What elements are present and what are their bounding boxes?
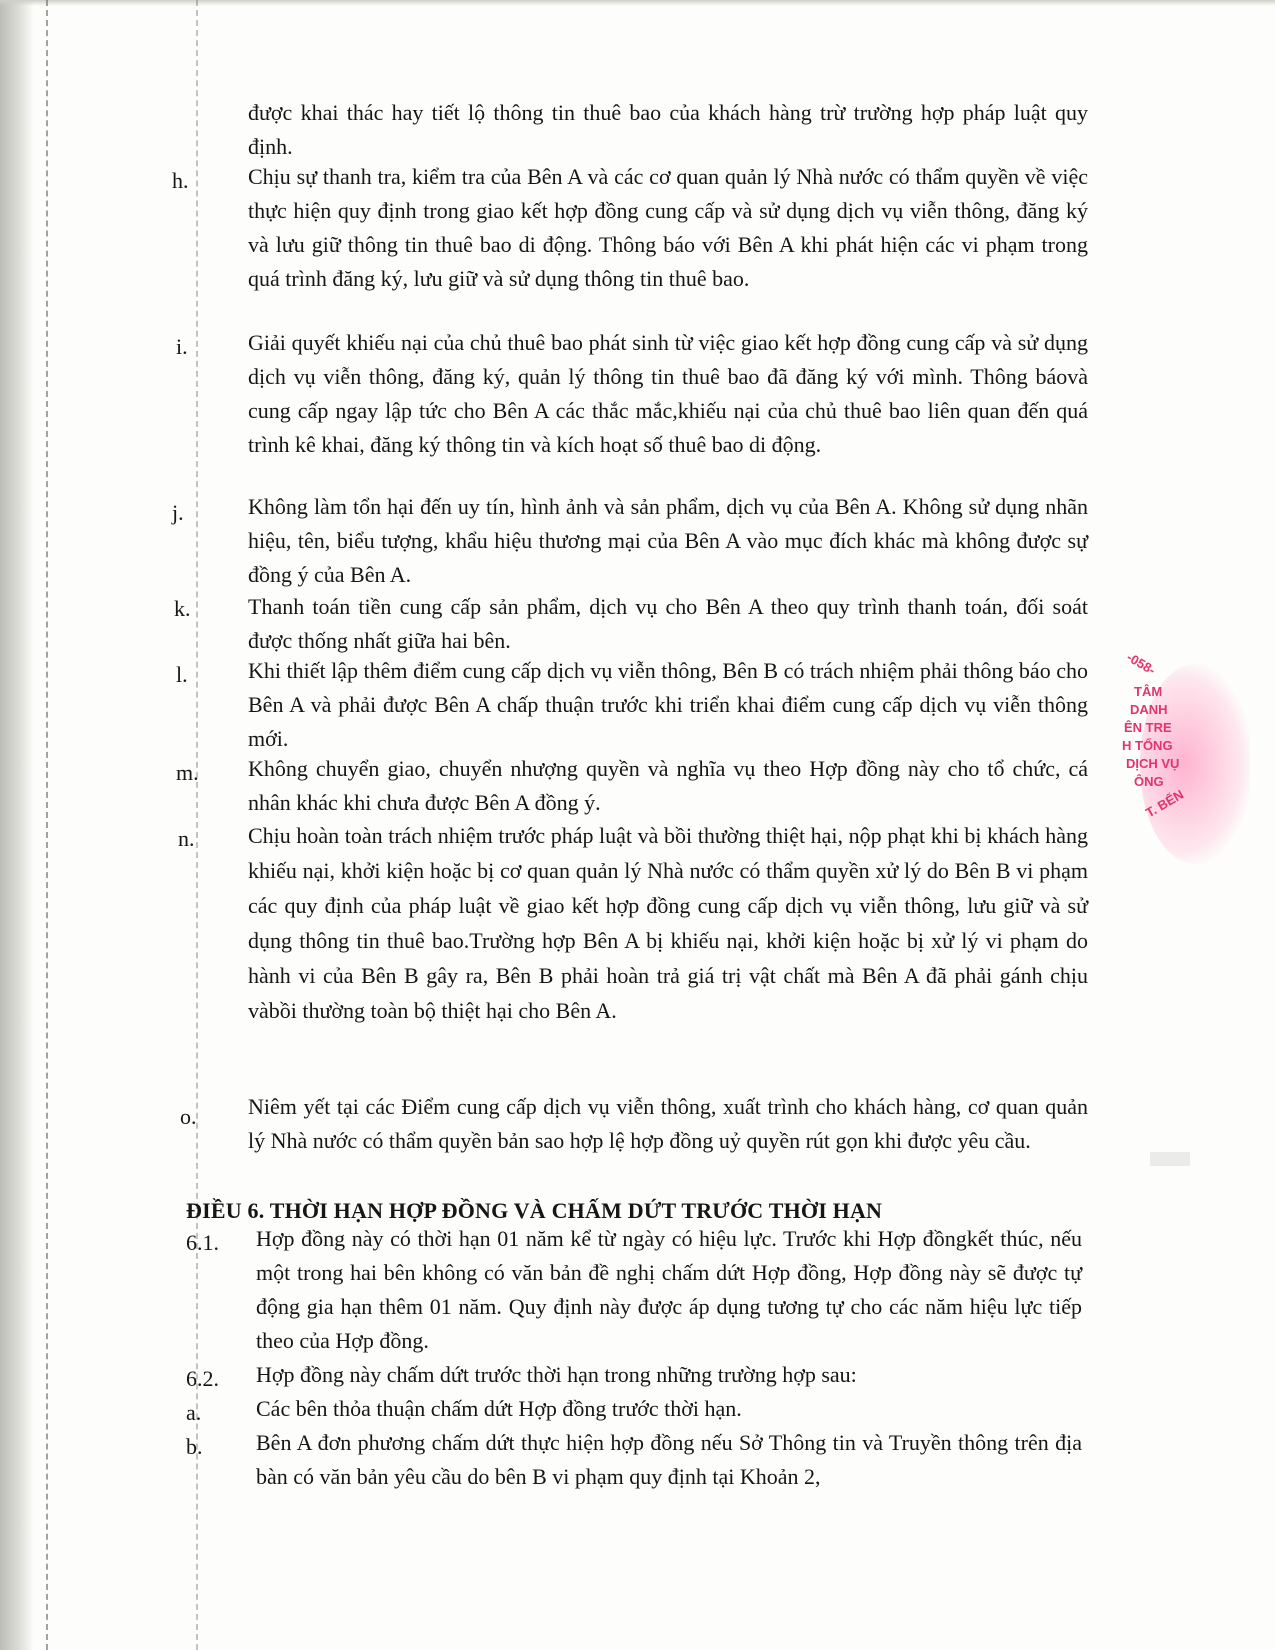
list-item-label: m. bbox=[176, 760, 199, 785]
list-item-label: o. bbox=[180, 1104, 197, 1129]
list-item-label: i. bbox=[176, 334, 188, 359]
scan-top-shadow bbox=[0, 0, 1275, 6]
stamp-line: TÂM bbox=[1134, 684, 1163, 699]
list-item-text: Chịu sự thanh tra, kiểm tra của Bên A và các cơ quan quản lý Nhà nước có thẩm quyền về việc thực hiện quy định trong giao kết hợp đồng cung cấp và sử dụng dịch vụ viễn thông, đăng ký và lưu giữ thông tin thuê bao di động. Thông báo với Bên A khi phát hiện các vi phạm trong quá trình đăng ký, lưu giữ và sử dụng thông tin thuê bao. bbox=[248, 164, 1088, 291]
stamp-line: DỊCH VỤ bbox=[1126, 756, 1180, 771]
stamp-line: DANH bbox=[1130, 702, 1168, 717]
list-item-text: Không chuyển giao, chuyển nhượng quyền và nghĩa vụ theo Hợp đồng này cho tổ chức, cá nhân khác khi chưa được Bên A đồng ý. bbox=[248, 756, 1088, 815]
list-item-label: j. bbox=[172, 500, 184, 525]
clause-text: Bên A đơn phương chấm dứt thực hiện hợp đồng nếu Sở Thông tin và Truyền thông trên địa bàn có văn bản yêu cầu do bên B vi phạm quy định tại Khoản 2, bbox=[256, 1430, 1082, 1489]
list-item-label: k. bbox=[174, 596, 191, 621]
binding-margin-line bbox=[46, 0, 48, 1650]
clause-text: Hợp đồng này chấm dứt trước thời hạn trong những trường hợp sau: bbox=[256, 1362, 857, 1387]
clause-label: 6.1. bbox=[186, 1230, 219, 1255]
clause-label: 6.2. bbox=[186, 1366, 219, 1391]
article-heading: ĐIỀU 6. THỜI HẠN HỢP ĐỒNG VÀ CHẤM DỨT TRƯỚC THỜI HẠN bbox=[186, 1198, 883, 1223]
list-item-text: Khi thiết lập thêm điểm cung cấp dịch vụ viễn thông, Bên B có trách nhiệm phải thông báo cho Bên A và phải được Bên A chấp thuận trước khi triển khai điểm cung cấp dịch vụ viễn thông mới. bbox=[248, 658, 1088, 751]
bleed-through-mark bbox=[1150, 1152, 1190, 1166]
clause-text: Hợp đồng này có thời hạn 01 năm kể từ ngày có hiệu lực. Trước khi Hợp đồngkết thúc, nếu một trong hai bên không có văn bản đề nghị chấm dứt Hợp đồng, Hợp đồng này sẽ được tự động gia hạn thêm 01 năm. Quy định này được áp dụng tương tự cho các năm hiệu lực tiếp theo của Hợp đồng. bbox=[256, 1226, 1082, 1353]
list-item-text: Không làm tổn hại đến uy tín, hình ảnh và sản phẩm, dịch vụ của Bên A. Không sử dụng nhãn hiệu, tên, biểu tượng, khẩu hiệu thương mại của Bên A vào mục đích khác mà không được sự đồng ý của Bên A. bbox=[248, 494, 1088, 587]
clause-label: a. bbox=[186, 1400, 202, 1425]
stamp-line: T. BẾN bbox=[1143, 786, 1187, 821]
clause-text: Các bên thỏa thuận chấm dứt Hợp đồng trước thời hạn. bbox=[256, 1396, 742, 1421]
stamp-line: -058- bbox=[1124, 649, 1159, 678]
clause-label: b. bbox=[186, 1434, 203, 1459]
stamp-line: H TỔNG bbox=[1122, 738, 1173, 753]
stamp-line: ÔNG bbox=[1134, 774, 1164, 789]
list-item-text: được khai thác hay tiết lộ thông tin thuê bao của khách hàng trừ trường hợp pháp luật quy định. bbox=[248, 100, 1088, 159]
list-item-label: n. bbox=[178, 826, 195, 851]
stamp-line: ÊN TRE bbox=[1124, 720, 1172, 735]
list-item-text: Niêm yết tại các Điểm cung cấp dịch vụ viễn thông, xuất trình cho khách hàng, cơ quan quản lý Nhà nước có thẩm quyền bản sao hợp lệ hợp đồng uỷ quyền rút gọn khi được yêu cầu. bbox=[248, 1094, 1088, 1153]
list-item-text: Thanh toán tiền cung cấp sản phẩm, dịch vụ cho Bên A theo quy trình thanh toán, đối soát được thống nhất giữa hai bên. bbox=[248, 594, 1088, 653]
list-item-text: Giải quyết khiếu nại của chủ thuê bao phát sinh từ việc giao kết hợp đồng cung cấp và sử dụng dịch vụ viễn thông, đăng ký, quản lý thông tin thuê bao đã đăng ký với mình. Thông báovà cung cấp ngay lập tức cho Bên A các thắc mắc,khiếu nại của chủ thuê bao liên quan đến quá trình kê khai, đăng ký thông tin và kích hoạt số thuê bao di động. bbox=[248, 330, 1088, 457]
list-item-text: Chịu hoàn toàn trách nhiệm trước pháp luật và bồi thường thiệt hại, nộp phạt khi bị khách hàng khiếu nại, khởi kiện hoặc bị cơ quan quản lý Nhà nước có thẩm quyền xử lý do Bên B vi phạm các quy định của pháp luật về giao kết hợp đồng cung cấp dịch vụ viễn thông, lưu giữ và sử dụng thông tin thuê bao.Trường hợp Bên A bị khiếu nại, khởi kiện hoặc bị xử lý vi phạm do hành vi của Bên B gây ra, Bên B phải hoàn trả giá trị vật chất mà Bên A đã phải gánh chịu vàbồi thường toàn bộ thiệt hại cho Bên A. bbox=[248, 823, 1088, 1023]
list-item-label: l. bbox=[176, 662, 188, 687]
list-item-label: h. bbox=[172, 168, 189, 193]
scan-edge-shadow bbox=[0, 0, 34, 1650]
company-stamp bbox=[1122, 649, 1250, 864]
